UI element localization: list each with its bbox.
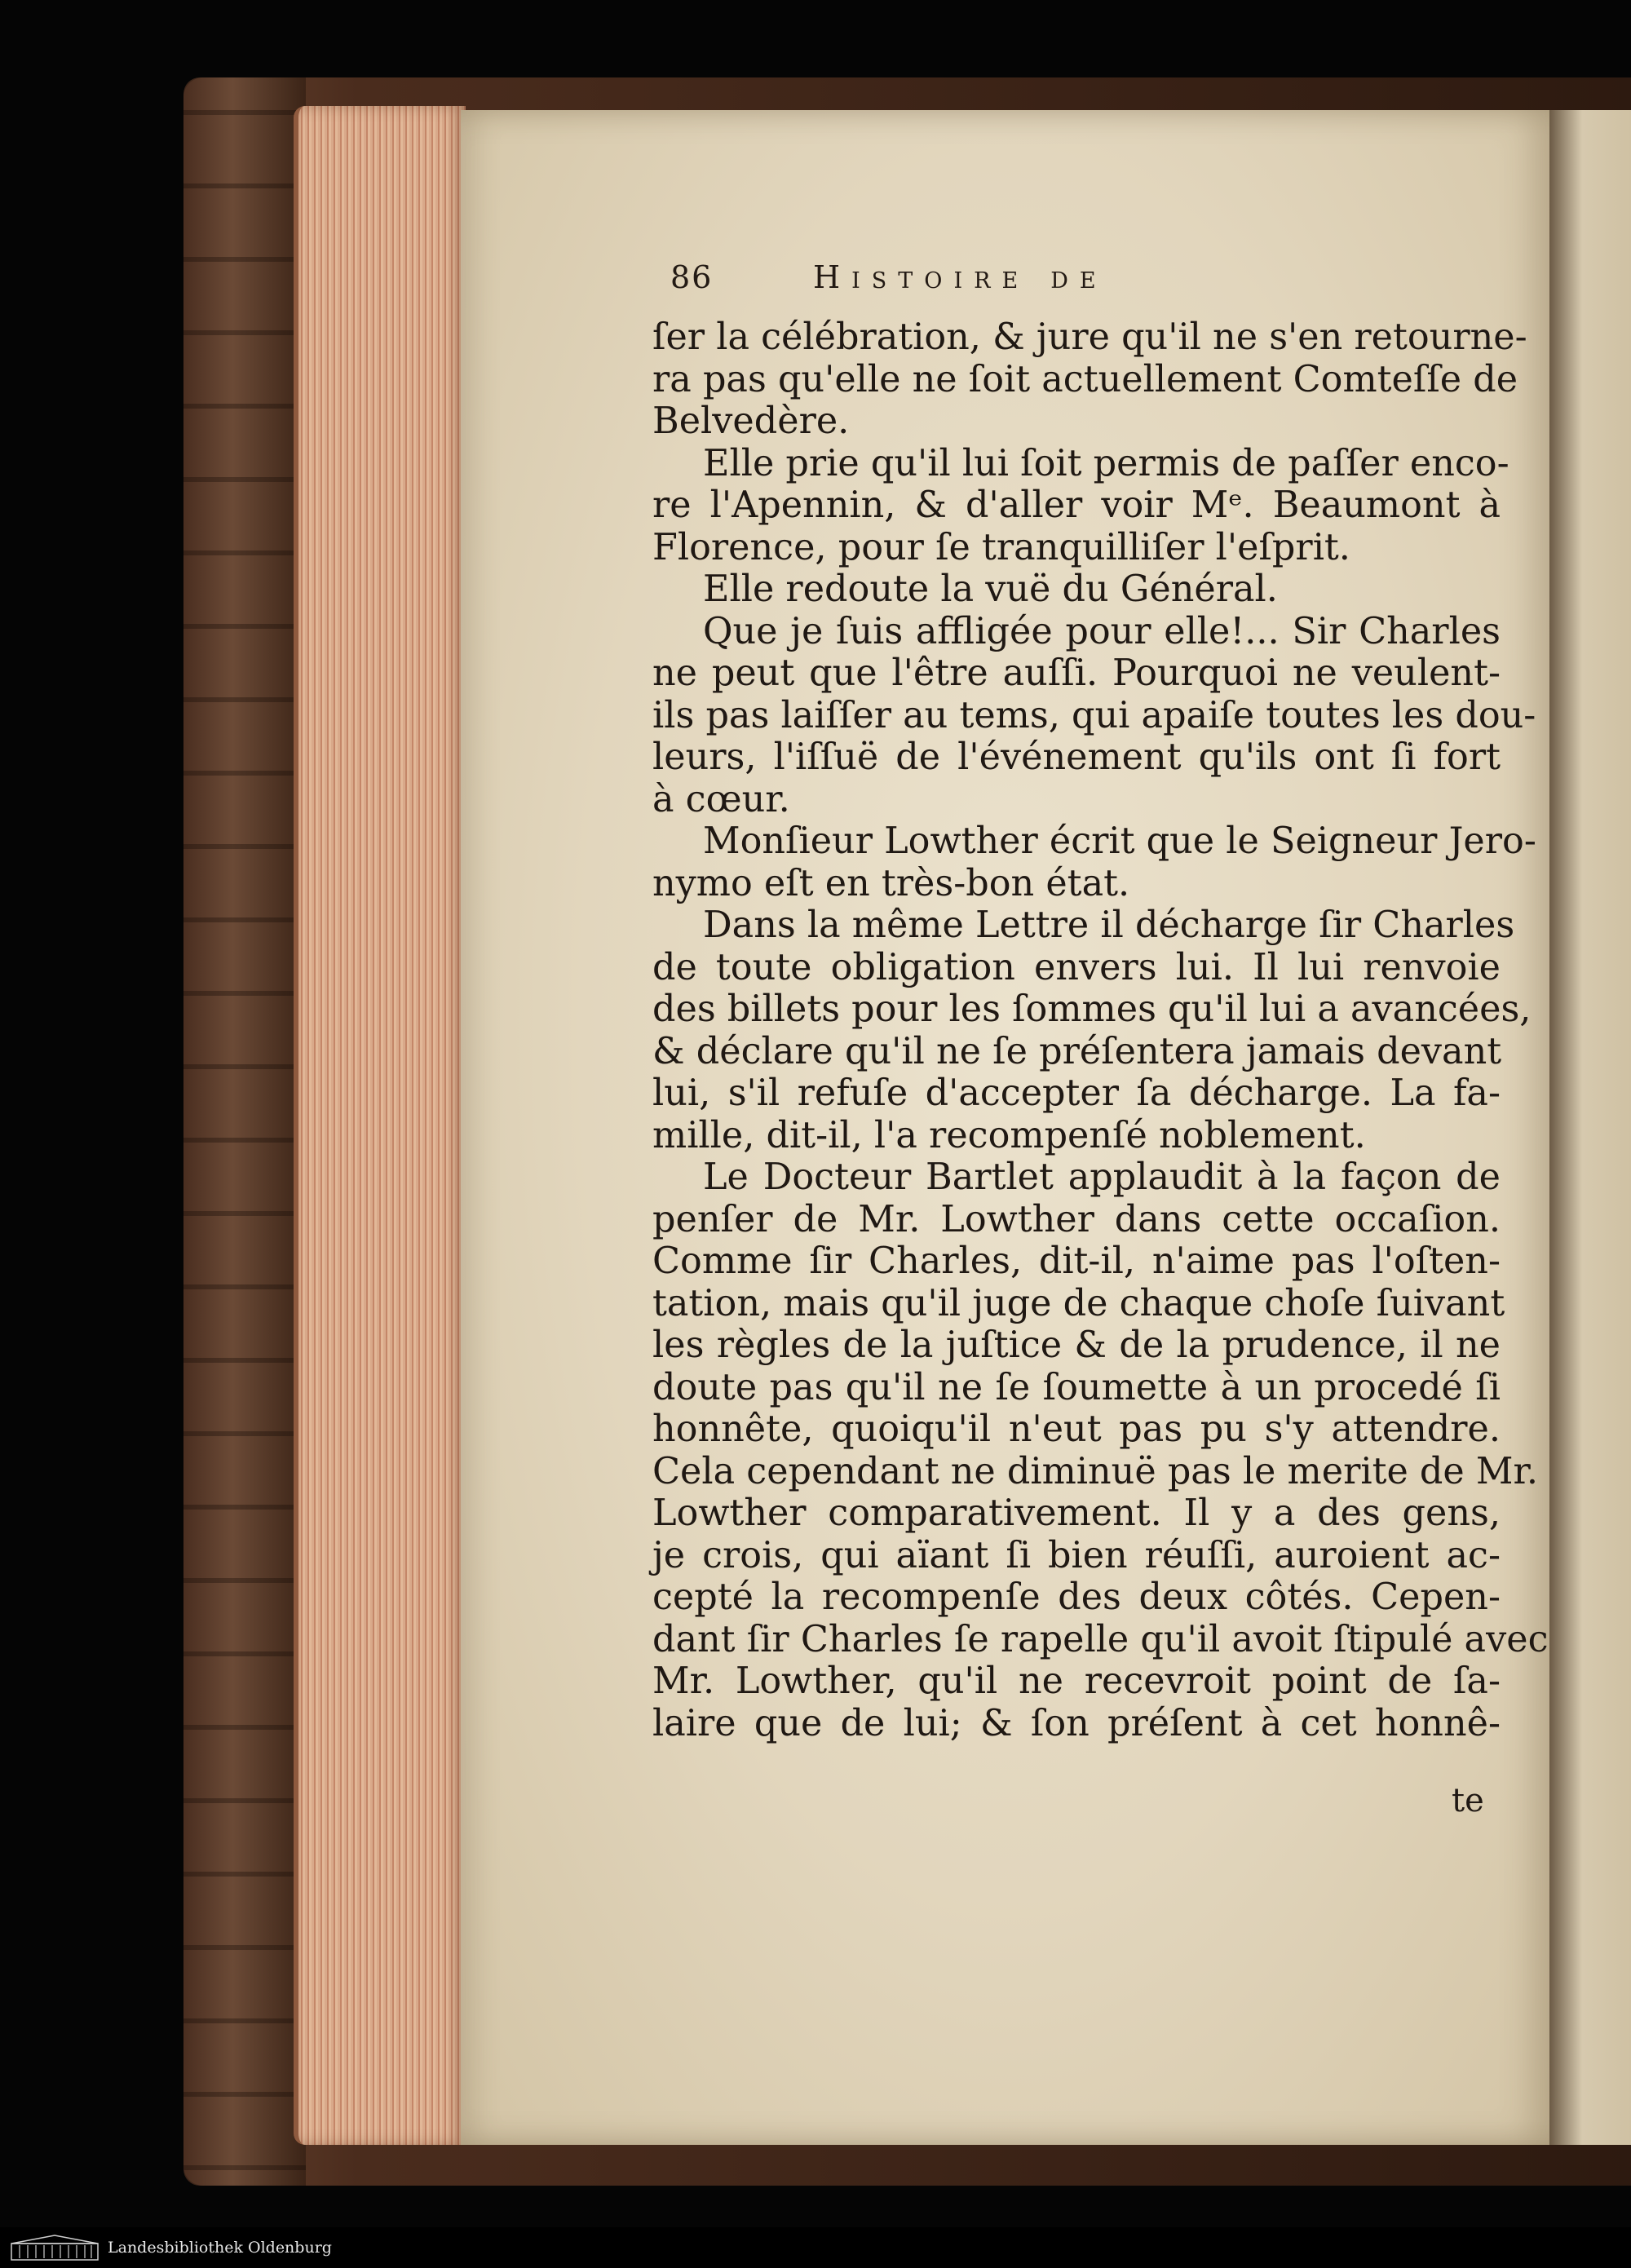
text-line: Que je ſuis affligée pour elle!... Sir Charles [703, 610, 1501, 652]
text-line: re l'Apennin, & d'aller voir Mᵉ. Beaumont à [652, 484, 1501, 526]
text-line: dant ſir Charles ſe rapelle qu'il avoit ſtipulé avec [652, 1618, 1549, 1660]
text-line: mille, dit-il, l'a recompenſé noblement. [652, 1114, 1366, 1156]
text-line: les règles de la juſtice & de la prudence, il ne [652, 1324, 1501, 1366]
catchword: te [1452, 1782, 1484, 1819]
text-line: Le Docteur Bartlet applaudit à la façon de [703, 1156, 1501, 1198]
text-line: Belvedère. [652, 400, 850, 442]
text-line: Elle prie qu'il lui ſoit permis de paſſer enco- [703, 442, 1509, 484]
text-line: nymo eſt en très-bon état. [652, 862, 1130, 904]
library-name: Landesbibliothek Oldenburg [108, 2239, 332, 2257]
text-line: Comme ſir Charles, dit-il, n'aime pas l'oſten- [652, 1240, 1501, 1282]
body-text [652, 316, 1549, 1744]
text-line: & déclare qu'il ne ſe préſentera jamais devant [652, 1030, 1502, 1072]
text-line: doute pas qu'il ne ſe ſoumette à un procedé ſi [652, 1366, 1501, 1408]
running-title: Histoire de [813, 259, 1107, 295]
text-line: ils pas laiſſer au tems, qui apaiſe toutes les dou- [652, 694, 1536, 736]
text-line: Florence, pour ſe tranquilliſer l'eſprit. [652, 526, 1350, 568]
library-building-icon [10, 2234, 99, 2261]
text-line: des billets pour les ſommes qu'il lui a avancées, [652, 988, 1532, 1030]
text-line: tation, mais qu'il juge de chaque choſe ſuivant [652, 1282, 1505, 1324]
page-header [670, 259, 1486, 308]
text-line: penſer de Mr. Lowther dans cette occaſion. [652, 1198, 1501, 1240]
text-line: Monſieur Lowther écrit que le Seigneur Jero- [703, 820, 1536, 862]
text-line: je crois, qui aïant ſi bien réuſſi, auroient ac- [652, 1534, 1501, 1576]
binding-spine-edge [183, 77, 306, 2186]
text-line: Dans la même Lettre il décharge ſir Charles [703, 904, 1515, 946]
page-fore-edge [294, 106, 466, 2145]
text-line: Cela cependant ne diminuë pas le merite de Mr. [652, 1450, 1538, 1492]
facing-page-gutter [1549, 110, 1631, 2145]
text-line: ra pas qu'elle ne ſoit actuellement Comteſſe de [652, 358, 1518, 400]
text-line: Mr. Lowther, qu'il ne recevroit point de ſa- [652, 1660, 1501, 1702]
text-line: honnête, quoiqu'il n'eut pas pu s'y attendre. [652, 1408, 1501, 1450]
text-line: ne peut que l'être auſſi. Pourquoi ne veulent- [652, 652, 1501, 694]
text-line: cepté la recompenſe des deux côtés. Cepen- [652, 1576, 1501, 1618]
page-number: 86 [670, 259, 714, 295]
text-line: Elle redoute la vuë du Général. [703, 568, 1278, 610]
text-line: Lowther comparativement. Il y a des gens, [652, 1492, 1501, 1534]
footer-bar [0, 2227, 1631, 2268]
text-line: à cœur. [652, 778, 790, 820]
text-line: de toute obligation envers lui. Il lui renvoie [652, 946, 1501, 988]
text-line: lui, s'il refuſe d'accepter ſa décharge. La fa- [652, 1072, 1501, 1114]
text-line: leurs, l'iſſuë de l'événement qu'ils ont ſi fort [652, 736, 1501, 778]
text-line: ſer la célébration, & jure qu'il ne s'en retourne- [652, 316, 1527, 358]
text-line: laire que de lui; & ſon préſent à cet honnê- [652, 1702, 1501, 1744]
